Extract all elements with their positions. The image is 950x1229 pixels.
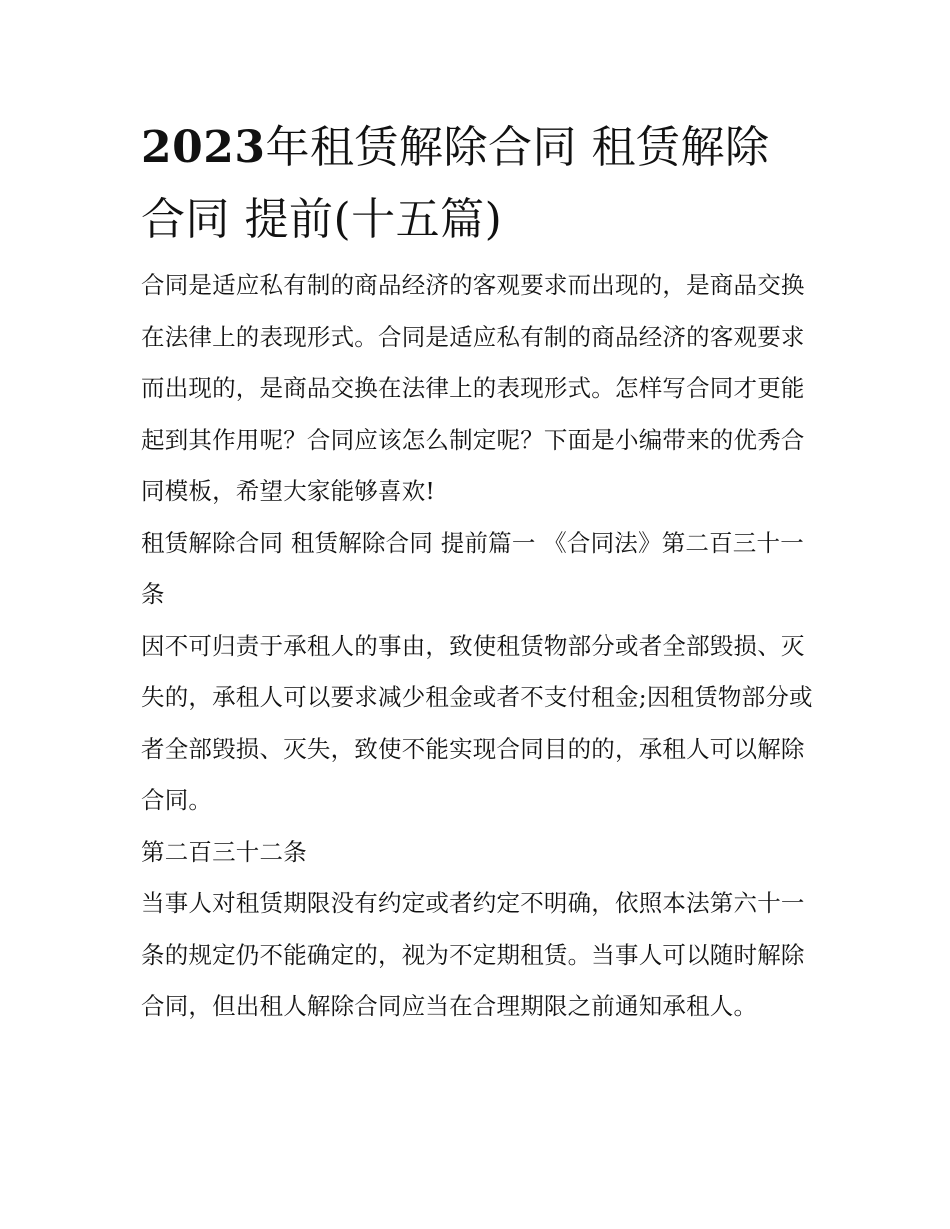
document-title <box>141 112 813 256</box>
article-232-paragraph: 当事人对租赁期限没有约定或者约定不明确，依照本法第六十一条的规定仍不能确定的，视为不定期租赁。当事人可以随时解除合同，但出租人解除合同应当在合理期限之前通知承租人。 <box>141 889 805 1020</box>
title-year: 2023 <box>141 122 266 173</box>
article-232-heading: 第二百三十二条 <box>141 837 307 866</box>
document-page <box>141 112 813 1033</box>
intro-paragraph: 合同是适应私有制的商品经济的客观要求而出现的，是商品交换在法律上的表现形式。合同是适应私有制的商品经济的客观要求而出现的，是商品交换在法律上的表现形式。怎样写合同才更能起到其作用呢？合同应该怎么制定呢？下面是小编带来的优秀合同模板，希望大家能够喜欢! <box>141 271 805 505</box>
title-text: 年租赁解除合同 租赁解除合同 提前(十五篇) <box>141 122 770 245</box>
section-heading: 租赁解除合同 租赁解除合同 提前篇一 《合同法》第二百三十一条 <box>141 528 804 608</box>
article-231-paragraph: 因不可归责于承租人的事由，致使租赁物部分或者全部毁损、灭失的，承租人可以要求减少租金或者不支付租金;因租赁物部分或者全部毁损、灭失，致使不能实现合同目的的，承租人可以解除合同。 <box>141 631 813 814</box>
